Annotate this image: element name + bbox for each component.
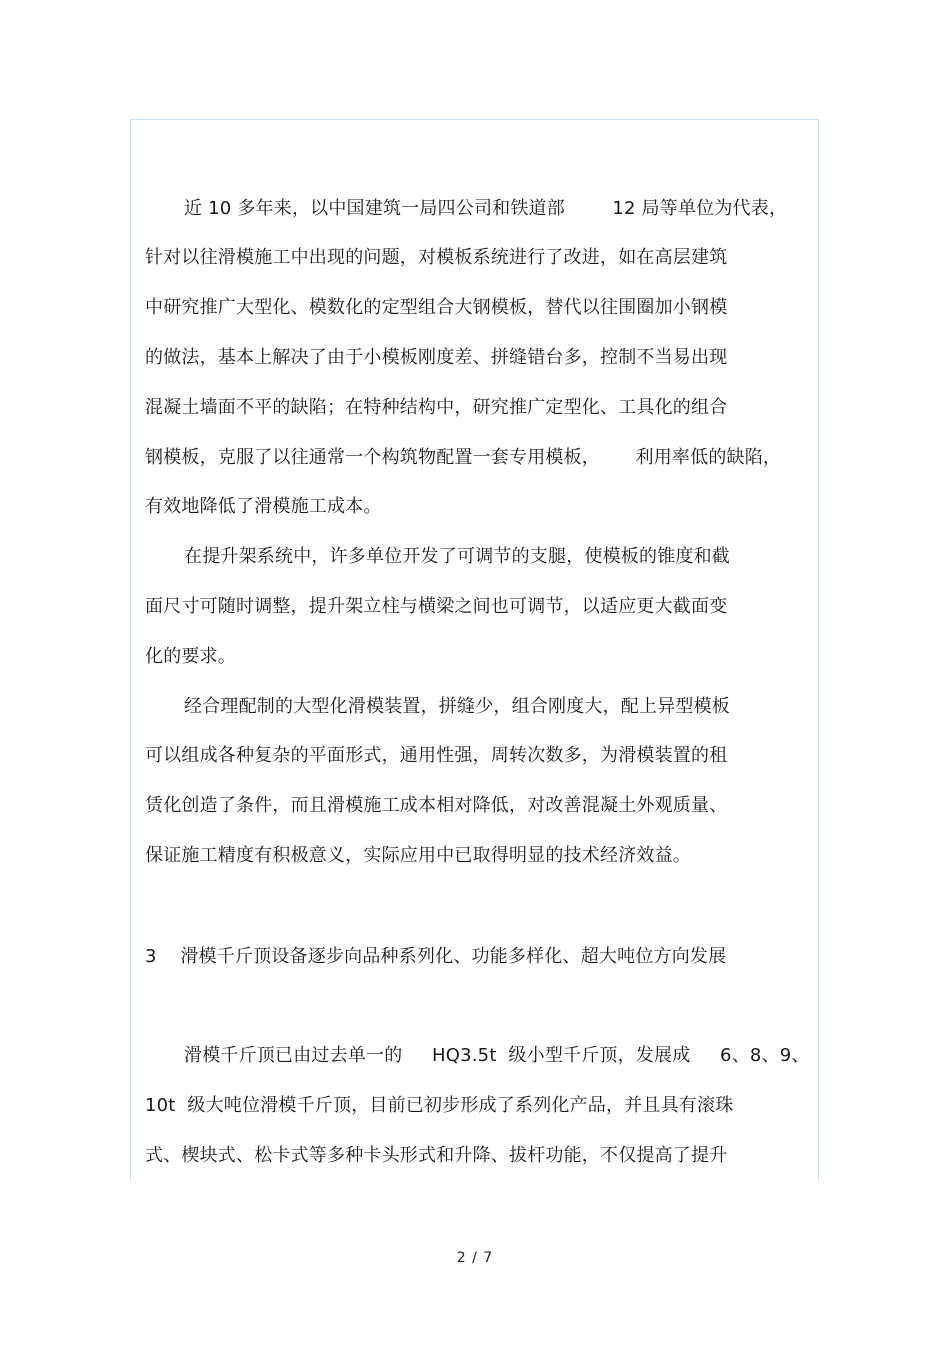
paragraph-3-line-1: 经合理配制的大型化滑模装置，拼缝少，组合刚度大，配上异型模板 xyxy=(184,696,730,717)
paragraph-2-line-1: 在提升架系统中，许多单位开发了可调节的支腿，使模板的锥度和截 xyxy=(184,546,730,567)
paragraph-3-line-4: 保证施工精度有积极意义，实际应用中已取得明显的技术经济效益。 xyxy=(145,845,691,866)
section-heading-3: 3 滑模千斤顶设备逐步向品种系列化、功能多样化、超大吨位方向发展 xyxy=(145,946,727,967)
paragraph-1-line-5: 混凝土墙面不平的缺陷；在特种结构中，研究推广定型化、工具化的组合 xyxy=(145,397,728,418)
paragraph-3-line-2: 可以组成各种复杂的平面形式，通用性强，周转次数多，为滑模装置的租 xyxy=(145,745,728,766)
paragraph-4-line-1: 滑模千斤顶已由过去单一的 HQ3.5t 级小型千斤顶，发展成 6、8、9、 xyxy=(184,1045,810,1066)
paragraph-1-line-4: 的做法，基本上解决了由于小模板刚度差、拼缝错台多，控制不当易出现 xyxy=(145,347,728,368)
paragraph-2-line-2: 面尺寸可随时调整，提升架立柱与横梁之间也可调节，以适应更大截面变 xyxy=(145,596,728,617)
paragraph-1-line-6: 钢模板，克服了以往通常一个构筑物配置一套专用模板， 利用率低的缺陷， xyxy=(145,447,782,468)
page-indicator: 2 / 7 xyxy=(456,1250,494,1266)
paragraph-1-line-7: 有效地降低了滑模施工成本。 xyxy=(145,496,382,517)
paragraph-1-line-3: 中研究推广大型化、模数化的定型组合大钢模板，替代以往围圈加小钢模 xyxy=(145,297,728,318)
paragraph-1-line-1: 近 10 多年来，以中国建筑一局四公司和铁道部 12 局等单位为代表， xyxy=(184,198,788,219)
paragraph-1-line-2: 针对以往滑模施工中出现的问题，对模板系统进行了改进，如在高层建筑 xyxy=(145,247,728,268)
paragraph-3-line-3: 赁化创造了条件，而且滑模施工成本相对降低，对改善混凝土外观质量、 xyxy=(145,795,728,816)
paragraph-2-line-3: 化的要求。 xyxy=(145,646,236,667)
paragraph-4-line-2: 10t 级大吨位滑模千斤顶，目前已初步形成了系列化产品，并且具有滚珠 xyxy=(145,1095,734,1116)
paragraph-4-line-3: 式、楔块式、松卡式等多种卡头形式和升降、拔杆功能，不仅提高了提升 xyxy=(145,1145,728,1166)
